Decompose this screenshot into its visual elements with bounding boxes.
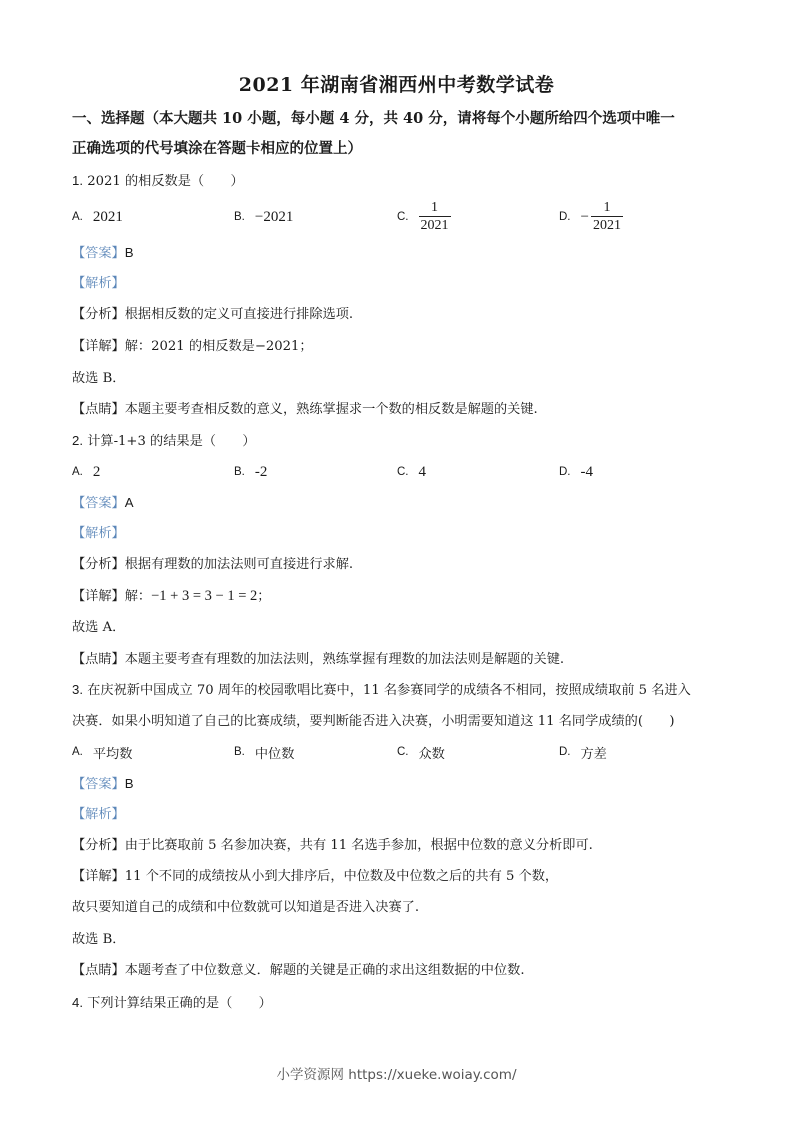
option-d: D. -4 (559, 463, 593, 480)
option-a: A. 平均数 (72, 746, 133, 762)
math-expression: −1 + 3 = 3 − 1 = 2 (151, 588, 258, 604)
question-text: 在庆祝新中国成立 70 周年的校园歌唱比赛中，11 名参赛同学的成绩各不相同，按照成绩取前 5 名进入 (87, 683, 691, 698)
conclusion-line: 故选 A． (72, 620, 126, 635)
answer-line: 【答案】B (72, 245, 134, 261)
option-a: A. 2021 (72, 208, 123, 225)
footer-watermark: 小学资源网 https://xueke.woiay.com/ (276, 1067, 517, 1083)
document-title: 2021 年湖南省湘西州中考数学试卷 (238, 74, 555, 96)
comment-line: 【点睛】本题考查了中位数意义．解题的关键是正确的求出这组数据的中位数. (72, 963, 525, 978)
section-heading (72, 104, 732, 164)
question-1-stem (72, 171, 244, 192)
comment-line: 【点睛】本题主要考查有理数的加法法则，熟练掌握有理数的加法法则是解题的关键. (72, 652, 565, 667)
comment-line: 【点睛】本题主要考查相反数的意义，熟练掌握求一个数的相反数是解题的关键. (72, 402, 538, 417)
option-b: B. -2 (234, 463, 268, 480)
option-b: B. −2021 (234, 208, 294, 225)
question-text: 2021 的相反数是（ ） (87, 174, 244, 189)
detail-line-2: 故只要知道自己的成绩和中位数就可以知道是否进入决赛了. (72, 900, 420, 915)
analysis-line: 【分析】根据相反数的定义可直接进行排除选项. (72, 307, 354, 322)
question-number: 2. (72, 433, 83, 448)
conclusion-line: 故选 B． (72, 371, 126, 386)
option-d: D. − $\frac{1}{2021}$ (559, 200, 621, 233)
option-d: D. 方差 (559, 746, 607, 762)
fraction: $\frac{1}{2021}$ (420, 200, 449, 233)
question-3-stem-line-1 (72, 680, 691, 701)
option-c: C. 众数 (397, 746, 445, 762)
answer-line: 【答案】B (72, 776, 134, 792)
option-a: A. 2 (72, 463, 101, 480)
section-heading-line-1: 一、选择题（本大题共 10 小题，每小题 4 分，共 40 分，请将每个小题所给四个选项中唯一 (72, 110, 675, 127)
option-c: C. 4 (397, 463, 426, 480)
question-2-options (72, 452, 672, 492)
question-text: 计算-1+3 的结果是（ ） (87, 434, 256, 449)
fraction: $\frac{1}{2021}$ (592, 200, 621, 233)
analysis-header: 【解析】 (72, 807, 125, 822)
detail-line: 【详解】解：−1 + 3 = 3 − 1 = 2； (72, 588, 271, 604)
question-3-stem-line-2: 决赛．如果小明知道了自己的比赛成绩，要判断能否进入决赛，小明需要知道这 11 名同学成绩的( ) (72, 714, 675, 729)
detail-line: 【详解】解：2021 的相反数是−2021； (72, 339, 313, 354)
conclusion-line: 故选 B． (72, 932, 126, 947)
analysis-line: 【分析】由于比赛取前 5 名参加决赛，共有 11 名选手参加，根据中位数的意义分析即可. (72, 838, 593, 853)
option-b: B. 中位数 (234, 746, 295, 762)
question-number: 4. (72, 995, 83, 1010)
question-text: 下列计算结果正确的是（ ） (87, 996, 272, 1011)
question-number: 3. (72, 682, 83, 697)
answer-line: 【答案】A (72, 495, 134, 511)
analysis-header: 【解析】 (72, 276, 125, 291)
analysis-header: 【解析】 (72, 526, 125, 541)
detail-line: 【详解】11 个不同的成绩按从小到大排序后，中位数及中位数之后的共有 5 个数， (72, 869, 559, 884)
option-c: C. $\frac{1}{2021}$ (397, 200, 449, 233)
question-2-stem (72, 431, 256, 452)
question-3-options (72, 732, 672, 772)
section-heading-line-2: 正确选项的代号填涂在答题卡相应的位置上） (72, 140, 362, 157)
analysis-line: 【分析】根据有理数的加法法则可直接进行求解. (72, 557, 354, 572)
question-number: 1. (72, 173, 83, 188)
question-4-stem (72, 993, 272, 1014)
question-1-options (72, 197, 672, 237)
